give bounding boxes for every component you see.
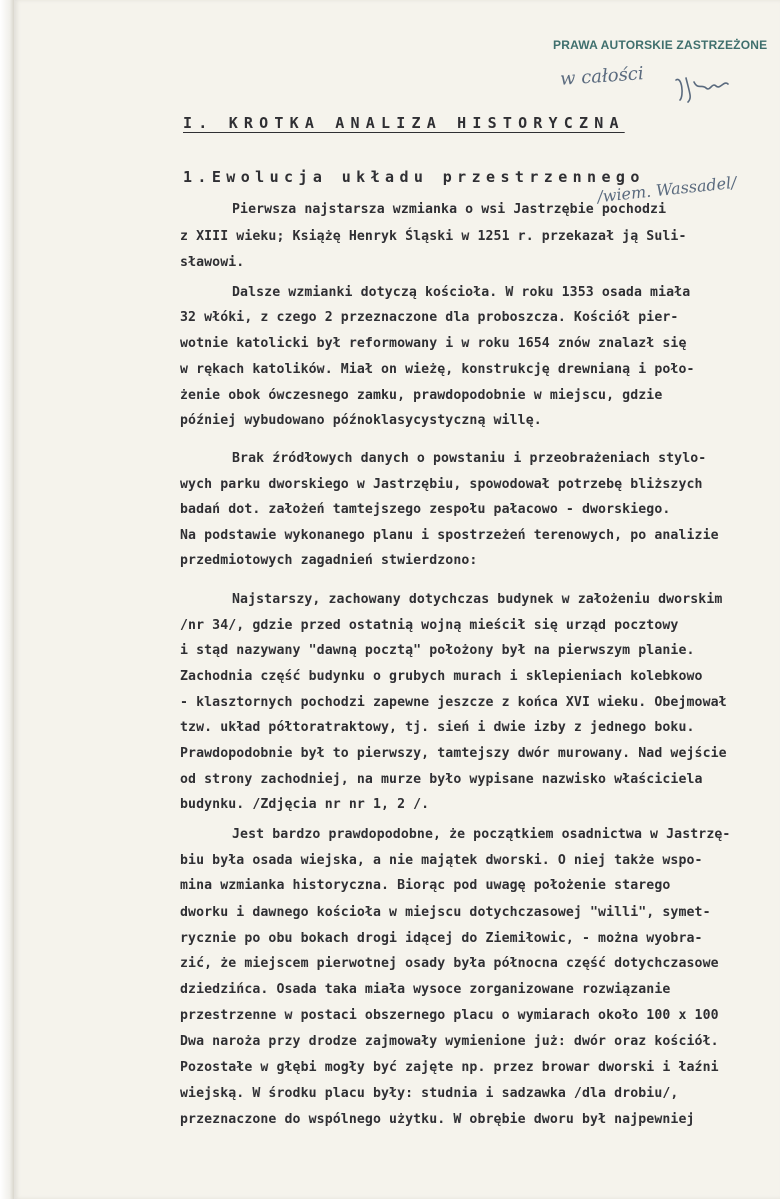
text-line: wiejską. W środku placu były: studnia i sadzawka /dla drobiu/, [180, 1086, 679, 1101]
text-line: /nr 34/, gdzie przed ostatnią wojną mieścił się urząd pocztowy [180, 618, 679, 633]
copyright-stamp: PRAWA AUTORSKIE ZASTRZEŻONE [553, 38, 768, 52]
handwritten-note-top: w całości [559, 63, 645, 90]
text-line: wotnie katolicki był reformowany i w roku 1654 znów znalazł się [180, 336, 687, 351]
text-line: Brak źródłowych danych o powstaniu i przeobrażeniach stylo- [232, 451, 707, 466]
handwritten-note-right: /wiem. Wassadel/ [596, 172, 738, 207]
text-line: Dwa naroża przy drodze zajmowały wymienione już: dwór oraz kościół. [180, 1034, 719, 1049]
text-line: Jest bardzo prawdopodobne, że początkiem osadnictwa w Jastrzę- [232, 827, 731, 842]
text-line: biu była osada wiejska, a nie majątek dworski. O niej także wspo- [180, 853, 703, 868]
text-line: badań dot. założeń tamtejszego zespołu pałacowo - dworskiego. [180, 502, 671, 517]
section-heading: I. KROTKA ANALIZA HISTORYCZNA [183, 114, 625, 132]
text-line: mina wzmianka historyczna. Biorąc pod uwagę położenie starego [180, 878, 671, 893]
text-line: Pozostałe w głębi mogły być zajęte np. przez browar dworski i łaźni [180, 1060, 719, 1075]
page-left-edge [0, 0, 14, 1199]
text-line: sławowi. [180, 255, 245, 270]
subsection-heading: 1.Ewolucja układu przestrzennego [183, 168, 645, 186]
text-line: Prawdopodobnie był to pierwszy, tamtejszy dwór murowany. Nad wejście [180, 746, 727, 761]
text-line: Pierwsza najstarsza wzmianka o wsi Jastrzębie pochodzi [232, 202, 667, 217]
text-line: Zachodnia część budynku o grubych murach i sklepieniach kolebkowo [180, 669, 703, 684]
text-line: Najstarszy, zachowany dotychczas budynek w założeniu dworskim [232, 592, 723, 607]
text-line: Dalsze wzmianki dotyczą kościoła. W roku 1353 osada miała [232, 285, 691, 300]
text-line: tzw. układ półtoratraktowy, tj. sień i dwie izby z jednego boku. [180, 720, 695, 735]
text-line: Na podstawie wykonanego planu i spostrzeżeń terenowych, po analizie [180, 528, 719, 543]
text-line: dziedzińca. Osada taka miała wysoce zorganizowane rozwiązanie [180, 982, 671, 997]
text-line: 32 włóki, z czego 2 przeznaczone dla proboszcza. Kościół pier- [180, 310, 679, 325]
text-line: przedmiotowych zagadnień stwierdzono: [180, 553, 478, 568]
signature-image [672, 74, 732, 104]
text-line: przeznaczone do wspólnego użytku. W obrębie dworu był najpewniej [180, 1112, 695, 1127]
text-line: przestrzenne w postaci obszernego placu o wymiarach około 100 x 100 [180, 1008, 719, 1023]
text-line: z XIII wieku; Książę Henryk Śląski w 1251 r. przekazał ją Suli- [180, 229, 687, 244]
text-line: żenie obok ówczesnego zamku, prawdopodobnie w miejscu, gdzie [180, 388, 663, 403]
text-line: zić, że miejscem pierwotnej osady była północna część dotychczasowe [180, 956, 719, 971]
text-line: w rękach katolików. Miał on wieżę, konstrukcję drewnianą i poło- [180, 362, 695, 377]
text-line: wych parku dworskiego w Jastrzębiu, spowodował potrzebę bliższych [180, 477, 703, 492]
text-line: później wybudowano późnoklasycystyczną willę. [180, 413, 542, 428]
text-line: rycznie po obu bokach drogi idącej do Ziemiłowic, - można wyobra- [180, 931, 703, 946]
text-line: i stąd nazywany "dawną pocztą" położony był na pierwszym planie. [180, 643, 695, 658]
text-line: dworku i dawnego kościoła w miejscu dotychczasowej "willi", symet- [180, 905, 711, 920]
text-line: od strony zachodniej, na murze było wypisane nazwisko właściciela [180, 772, 703, 787]
text-line: budynku. /Zdjęcia nr nr 1, 2 /. [180, 797, 430, 812]
text-line: - klasztornych pochodzi zapewne jeszcze z końca XVI wieku. Obejmował [180, 695, 727, 710]
